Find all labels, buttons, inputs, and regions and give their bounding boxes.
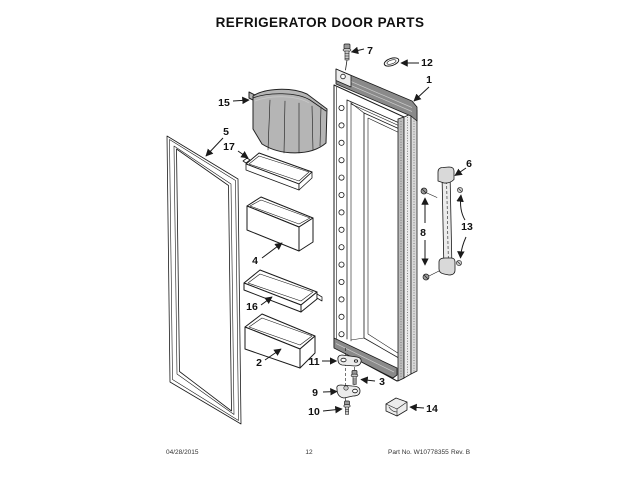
svg-text:2: 2 bbox=[256, 357, 262, 369]
hinge-pin-bottom bbox=[344, 401, 350, 415]
hinge-cover-cap bbox=[386, 398, 407, 416]
svg-text:7: 7 bbox=[367, 45, 373, 57]
footer-part-number: Part No. W10778355 bbox=[388, 449, 449, 456]
callout-13 bbox=[461, 195, 473, 258]
hole-plug-cap bbox=[383, 56, 399, 67]
callout-15 bbox=[218, 97, 249, 109]
svg-text:3: 3 bbox=[379, 376, 385, 388]
handle-bottom-cap bbox=[439, 258, 455, 275]
callout-14 bbox=[410, 403, 438, 415]
bottom-hinge-plate bbox=[337, 385, 360, 398]
door-gasket bbox=[167, 136, 241, 424]
page-footer bbox=[166, 449, 470, 456]
handle-set-screw-bottom bbox=[456, 260, 461, 265]
handle-set-screw-top bbox=[457, 187, 462, 192]
callout-7 bbox=[352, 45, 374, 57]
svg-text:13: 13 bbox=[461, 221, 473, 233]
svg-text:16: 16 bbox=[246, 301, 258, 313]
door-panel bbox=[334, 69, 417, 381]
door-bin-shaded bbox=[249, 89, 327, 153]
callout-8 bbox=[420, 198, 426, 265]
callout-11 bbox=[308, 356, 336, 368]
handle-mounting-screw-top bbox=[421, 188, 437, 198]
callout-16 bbox=[246, 297, 272, 313]
footer-page-number: 12 bbox=[305, 449, 313, 456]
svg-text:4: 4 bbox=[252, 255, 258, 267]
callout-6 bbox=[455, 158, 472, 176]
callout-12 bbox=[401, 57, 433, 69]
svg-text:1: 1 bbox=[426, 74, 432, 86]
footer-revision: Rev. B bbox=[451, 449, 471, 456]
handle-mounting-screw-bottom bbox=[423, 271, 439, 280]
svg-text:9: 9 bbox=[312, 387, 318, 399]
svg-text:17: 17 bbox=[223, 141, 235, 153]
callout-1 bbox=[414, 74, 432, 101]
svg-text:6: 6 bbox=[466, 158, 472, 170]
callout-3 bbox=[361, 376, 385, 388]
callout-4 bbox=[252, 243, 282, 267]
callout-10 bbox=[308, 406, 342, 418]
page-title: REFRIGERATOR DOOR PARTS bbox=[215, 15, 425, 30]
door-tray-upper bbox=[243, 153, 312, 190]
svg-text:8: 8 bbox=[420, 227, 426, 239]
svg-text:11: 11 bbox=[308, 356, 320, 368]
callout-17 bbox=[223, 141, 248, 158]
hinge-pin-hole bbox=[341, 74, 346, 79]
door-bin-4 bbox=[247, 197, 313, 251]
svg-text:5: 5 bbox=[223, 126, 229, 138]
callout-9 bbox=[312, 387, 337, 399]
svg-text:15: 15 bbox=[218, 97, 230, 109]
handle-top-cap bbox=[438, 167, 454, 183]
bin15-body bbox=[253, 89, 327, 153]
svg-text:12: 12 bbox=[421, 57, 433, 69]
svg-text:14: 14 bbox=[426, 403, 438, 415]
svg-text:10: 10 bbox=[308, 406, 320, 418]
hinge-screw bbox=[351, 371, 358, 385]
footer-date: 04/28/2015 bbox=[166, 449, 199, 456]
top-hinge-pin-screw bbox=[343, 44, 351, 70]
door-handle-assembly bbox=[421, 167, 463, 280]
